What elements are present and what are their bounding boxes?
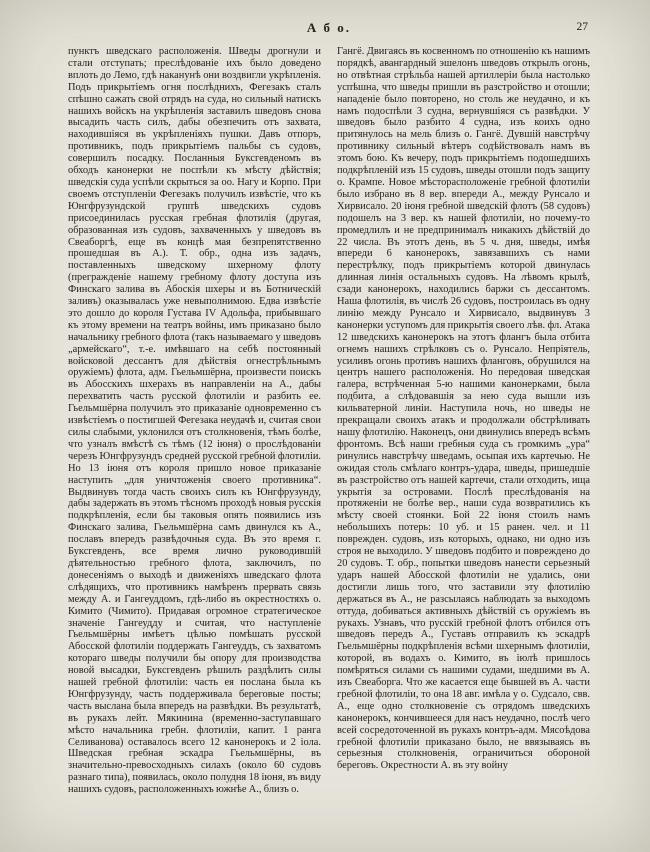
running-title: А б о. bbox=[306, 20, 352, 35]
right-column-text: Гангё. Двигаясь въ косвенномъ по отношенію къ нашимъ порядкѣ, авангардный эшелонъ шведовъ открылъ огонь, но отвѣтная стрѣльба нашей артиллеріи была настолько успѣшна, что шведы пришли въ разстройство и отошли; нападеніе было повторено, но столь же неудачно, и къ намъ подоспѣли 3 судна, вернувшіяся съ развѣдки. У шведовъ было разбито 4 судна, изъ коихъ одно притянулось на мель близъ о. Гангё. Дувшій навстрѣчу противнику сильный вѣтеръ содѣйствовалъ намъ въ этомъ бою. Къ вечеру, подъ прикрытіемъ подошедшихъ подкрѣпленій изъ 15 судовъ, шведы отошли подъ защиту о. Крампе. Новое мѣсторасположеніе гребной флотиліи было избрано въ 8 вер. впереди А., между Рунсало и Хирвисало. 20 іюня гребной шведскій флотъ (58 судовъ) подошелъ на 3 вер. къ нашей флотиліи, но почему-то промедлилъ и не предпринималъ никакихъ дѣйствій до 22 числа. Въ этотъ день, въ 5 ч. дня, шведы, имѣя впереди 6 канонерокъ, завязавшихъ съ нами перестрѣлку, подъ прикрытіемъ которой двинулась длинная линія остальныхъ судовъ. На лѣвомъ крылѣ, сзади канонерокъ, находились баржи съ дессантомъ. Наша флотилія, въ числѣ 26 судовъ, построилась въ одну линію между Рунсало и Хирвисало, выдвинувъ 3 канонерки уступомъ для прикрытія своего лѣв. фл. Атака 12 шведскихъ канонерокъ на этотъ флангъ была отбита огнемъ нашихъ стрѣлковъ съ о. Рунсало. Непріятель, усиливъ огонь противъ нашихъ фланговъ, обрушился на центръ нашего расположенія. Но передовая шведская галера, встрѣченная 5-ю нашими канонерками, была подбита, а слѣдовавшія за нею суда вышли изъ кильватерной линіи. Наступила ночь, но шведы не прекращали своихъ атакъ и продолжали обстрѣливать нашу флотилію. Наконецъ, они двинулись впередъ всѣмъ фронтомъ. Всѣ наши гребныя суда съ громкимъ „ура“ ринулись навстрѣчу шведамъ, осыпая ихъ картечью. Не ожидая столь смѣлаго контръ-удара, шведы, пришедшіе въ разстройство отъ нашей картечи, стали отходить, ища укрытія за островами. Послѣ преслѣдованія на протяженіи не болѣе вер., наши суда возвратились къ мѣсту своей стоянки. Бой 22 іюня стоилъ намъ небольшихъ потерь: 10 уб. и 15 ранен. чел. и 11 поврежден. судовъ, изъ которыхъ, однако, ни одно изъ строя не выходило. У шведовъ подбито и повреждено до 20 судовъ. Т. обр., попытки шведовъ нанести серьезный ударъ нашей Абосской флотиліи не удались, они достигли лишь того, что заставили эту флотилію держаться въ А., не разсылаясь наблюдать за выходомъ оттуда, добиваться активныхъ дѣйствій съ оружіемъ въ рукахъ. Узнавъ, что русскій гребной флотъ отбился отъ шведовъ передъ А., Густавъ отправилъ къ эскадрѣ Гьельмшёрны подкрѣпленія всѣми шхернымъ флотиліи, которой, въ водахъ о. Кимито, въ іюлѣ пришлось помѣряться силами съ нашими судами, шедшими въ А. изъ Свеаборга. Что же касается еще бывшей въ А. части гребной флотиліи, то она 18 авг. имѣла у о. Судсало, свв. А., еще одно столкновеніе съ отрядомъ шведскихъ канонерокъ, кончившееся для насъ неудачно, послѣ чего всей сосредоточенной въ рукахъ контръ-адм. Мясоѣдова гребной флотиліи приказано было, не ввязываясь въ серьезныя столкновенія, ограничиться обороной береговъ. Окрестности А. въ эту войну bbox=[337, 46, 590, 772]
text-body bbox=[68, 46, 590, 840]
page-number: 27 bbox=[576, 21, 588, 33]
page-header bbox=[68, 20, 590, 36]
left-column-text: пунктъ шведскаго расположенія. Шведы дрогнули и стали отступать; преслѣдованіе ихъ было доведено вплоть до Лемо, гдѣ наканунѣ они воздвигли укрѣпленія. Подъ прикрытіемъ огня послѣднихъ, Фегезакъ сталъ спѣшно сажать свой отрядъ на суда, но сильный натискъ нашихъ войскъ на укрѣпленія заставилъ шведовъ снова высадить часть силъ, дабы обезпечить отъ захвата, находившіяся въ укрѣпленіяхъ пушки. Давъ отпоръ, противникъ, подъ прикрытіемъ пальбы съ судовъ, совершилъ посадку. Посланныя Буксгевденомъ въ обходъ канонерки не поспѣли къ мѣсту дѣйствія; шведскія суда успѣли скрыться за оо. Нагу и Корпо. При своемъ отступленіи Фегезакъ получилъ извѣстіе, что къ Юнгфрузундской группѣ шведскихъ судовъ присоединилась русская гребная флотилія (другая, образованная изъ судовъ, захваченныхъ у шведовъ въ Свеаборгѣ, еще въ концѣ мая безпрепятственно прошедшая въ А.). Т. обр., одна изъ задачъ, поставленныхъ шведскому шхерному флоту (прегражденіе нашему гребному флоту доступа изъ Финскаго залива въ Абоскія шхеры и въ Ботническій заливъ) оказывалась уже невыполнимою. Едва извѣстіе это дошло до короля Густава IV Адольфа, прибывшаго къ этому времени на театръ войны, имъ приказано было начальнику гребного флота (такъ называемаго у шведовъ „армейскаго“, т.-е. имѣвшаго на себѣ постоянный войсковой дессантъ для дѣйствія огнестрѣльнымъ оружіемъ) флота, адм. Гьельмшёрна, произвести поискъ въ Абосскихъ шхерахъ въ направленіи на А., дабы перехватить часть русской флотиліи и разбить ее. Гьельмшёрна получилъ это приказаніе одновременно съ извѣстіемъ о постигшей Фегезака неудачѣ и, считая свои силы слабыми, уклонился отъ столкновенія, тѣмъ болѣе, что узналъ вмѣстѣ съ тѣмъ (12 іюня) о прослѣдованіи черезъ Юнгфрузундъ средней русской гребной флотиліи. Но 13 іюня отъ короля пришло новое приказаніе наступить „для уничтоженія своего противника“. Выдвинувъ тогда часть своихъ силъ къ Юнгфрузунду, дабы задержать въ этомъ тѣсномъ проходѣ новыя русскія подкрѣпленія, если бы таковыя опять появились изъ Финскаго залива, Гьельмшёрна самъ двинулся къ А., пославъ впередъ развѣдочныя суда. Въ это время г. Буксгевденъ, все время лично руководившій дѣятельностью гребного флота, заключилъ, по донесеніямъ о выходѣ и движеніяхъ шведскаго флота слѣдящихъ, что противникъ намѣренъ прервать связь между А. и Гангеуддомъ, гдѣ-либо въ окрестностяхъ о. Кимито (Чимито). Придавая огромное стратегическое значеніе Гангеудду и считая, что наступленіе Гьельмшёрны имѣетъ цѣлью помѣшать русской Абосской флотиліи поддержать Гангеуддъ, съ захватомъ котораго шведы получили бы опору для производства новой высадки, Буксгевденъ рѣшилъ раздѣлить силы нашей гребной флотиліи: часть ея послана была къ Юнгфрузунду, часть поддерживала береговые посты; часть выслана была впередъ на развѣдки. Въ результатѣ, въ рукахъ лейт. Мякинина (временно-заступавшаго мѣсто начальника гребн. флотиліи, капит. 1 ранга Селиванова) оставалось всего 12 канонерокъ и 2 іола. Шведская гребная эскадра Гьельмшёрны, въ значительно-превосходныхъ силахъ (около 60 судовъ разнаго типа), появилась, около полудня 18 іюня, въ виду нашихъ судовъ, расположенныхъ южнѣе А., близъ о. bbox=[68, 46, 321, 796]
